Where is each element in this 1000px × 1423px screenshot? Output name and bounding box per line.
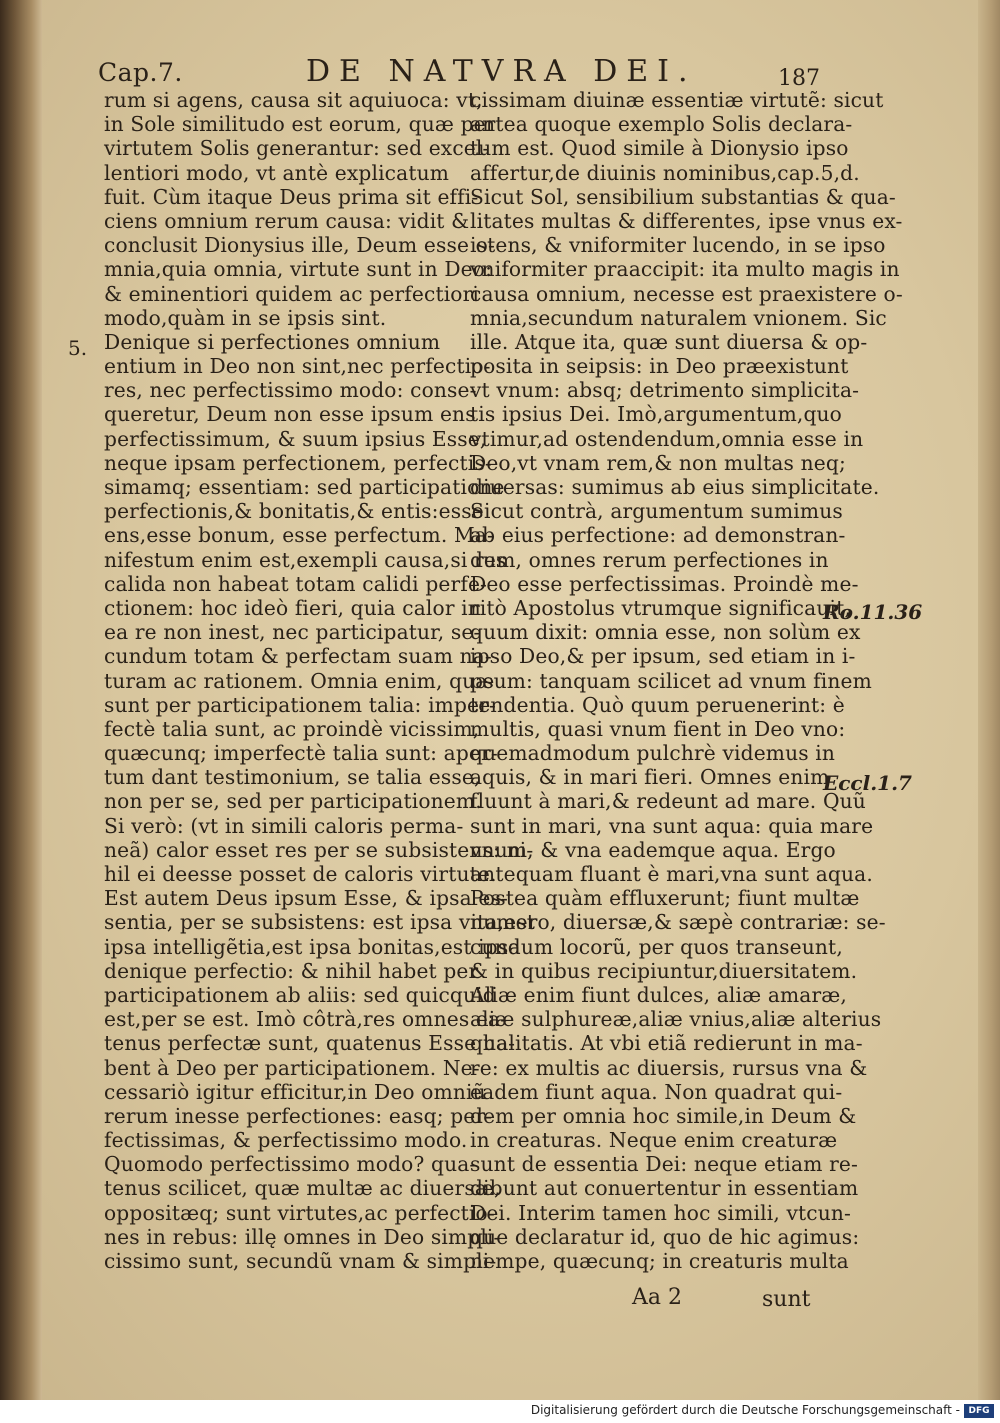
text-line: oppositæq; sunt virtutes,ac perfectio- — [104, 1200, 495, 1225]
text-line: ipso Deo,& per ipsum, sed etiam in i- — [470, 644, 856, 669]
text-line: Deo,vt vnam rem,& non multas neq; — [470, 450, 846, 475]
text-line: nifestum enim est,exempli causa,si res — [104, 547, 507, 572]
text-line: tenus perfectæ sunt, quatenus Esse ha- — [104, 1031, 516, 1056]
catchword: sunt — [762, 1287, 811, 1312]
text-line: queretur, Deum non esse ipsum ens — [104, 402, 476, 427]
paragraph-number: 5. — [68, 336, 88, 360]
digitization-footer — [0, 1400, 1000, 1423]
text-line: & eminentiori quidem ac perfectiori — [104, 281, 480, 306]
text-line: aliæ sulphureæ,aliæ vnius,aliæ alterius — [470, 1007, 882, 1032]
text-line: quum dixit: omnia esse, non solùm ex — [470, 620, 861, 645]
text-line: dum, omnes rerum perfectiones in — [470, 547, 829, 572]
text-line: affertur,de diuinis nominibus,cap.5,d. — [470, 160, 860, 185]
text-line: tis ipsius Dei. Imò,argumentum,quo — [470, 402, 842, 427]
book-gutter — [0, 0, 42, 1400]
dfg-logo: DFG — [964, 1404, 994, 1418]
text-line: sunt in mari, vna sunt aqua: quia mare — [470, 813, 874, 838]
text-line: vniformiter praaccipit: ita multo magis in — [470, 257, 900, 282]
margin-note-ecclesiastes: Eccl.1.7 — [823, 771, 912, 795]
text-line: ctionem: hoc ideò fieri, quia calor in — [104, 595, 481, 620]
signature-mark: Aa 2 — [632, 1285, 682, 1310]
text-line: quemadmodum pulchrè videmus in — [470, 741, 836, 766]
text-line: nempe, quæcunq; in creaturis multa — [470, 1249, 849, 1273]
text-line: tenus scilicet, quæ multæ ac diuersæ, — [104, 1176, 501, 1201]
text-line: conclusit Dionysius ille, Deum esse o- — [104, 233, 495, 258]
text-line: tum dant testimonium, se talia esse, — [104, 765, 481, 790]
text-line: tum est. Quod simile à Dionysio ipso — [470, 136, 849, 161]
text-line: lentiori modo, vt antè explicatum — [104, 160, 450, 185]
text-line: rum si agens, causa sit aquiuoca: vt, — [104, 88, 483, 112]
text-line: fectè talia sunt, ac proindè vicissim, — [104, 716, 480, 741]
text-line: cessariò igitur efficitur,in Deo omniũ — [104, 1079, 486, 1104]
text-line: istens, & vniformiter lucendo, in se ipso — [470, 233, 886, 258]
text-line: entium in Deo non sint,nec perfectio- — [104, 354, 491, 379]
text-line: Quomodo perfectissimo modo? qua- — [104, 1152, 477, 1177]
text-line: neque ipsam perfectionem, perfectis- — [104, 450, 492, 475]
footer-credit: Digitalisierung gefördert durch die Deutsche Forschungsgemeinschaft - — [530, 1403, 960, 1417]
text-line: cundum locorũ, per quos transeunt, — [470, 934, 843, 959]
text-line: hil ei deesse posset de caloris virtute. — [104, 862, 497, 886]
text-line: dibunt aut conuertentur in essentiam — [470, 1176, 859, 1201]
text-line: rerum inesse perfectiones: easq; per- — [104, 1103, 493, 1128]
text-line: nes in rebus: illę omnes in Deo simpli- — [104, 1224, 501, 1249]
left-text-column — [104, 88, 535, 1273]
text-line: causa omnium, necesse est praexistere o- — [470, 281, 903, 306]
text-line: que declaratur id, quo de hic agimus: — [470, 1224, 860, 1249]
text-line: quæcunq; imperfectè talia sunt: aper- — [104, 741, 498, 766]
text-line: eadem fiunt aqua. Non quadrat qui- — [470, 1079, 843, 1104]
text-line: dem per omnia hoc simile,in Deum & — [470, 1103, 857, 1128]
text-line: calida non habeat totam calidi perfe- — [104, 571, 488, 596]
text-line: litates multas & differentes, ipse vnus ex- — [470, 208, 903, 233]
text-line: ciens omnium rerum causa: vidit & — [104, 208, 470, 233]
text-line: cundum totam & perfectam suam na- — [104, 644, 492, 669]
text-line: cissimam diuinæ essentiæ virtutẽ: sicut — [470, 88, 884, 112]
text-line: participationem ab aliis: sed quicquid — [104, 982, 496, 1007]
text-line: Postea quàm effluxerunt; fiunt multæ — [470, 886, 860, 911]
text-line: Dei. Interim tamen hoc simili, vtcun- — [470, 1200, 852, 1225]
text-line: turam ac rationem. Omnia enim, quæ — [104, 668, 495, 693]
text-line: in Sole similitudo est eorum, quæ per — [104, 112, 496, 137]
margin-note-romans: Ro.11.36 — [823, 600, 923, 624]
text-line: vt vnum: absq; detrimento simplicita- — [470, 378, 860, 403]
text-line: est,per se est. Imò côtrà,res omnes ea- — [104, 1007, 508, 1032]
text-line: in creaturas. Neque enim creaturæ — [470, 1128, 838, 1153]
text-line: posita in seipsis: in Deo præexistunt — [470, 354, 849, 379]
text-line: virtutem Solis generantur: sed excel- — [104, 136, 490, 161]
text-line: cissimo sunt, secundũ vnam & simpli- — [104, 1249, 497, 1273]
text-line: antea quoque exemplo Solis declara- — [470, 112, 853, 137]
text-line: qualitatis. At vbi etiã redierunt in ma- — [470, 1031, 863, 1056]
text-line: numero, diuersæ,& sæpè contrariæ: se- — [470, 910, 886, 935]
text-line: & in quibus recipiuntur,diuersitatem. — [470, 958, 858, 983]
text-line: ritò Apostolus vtrumque significauit, — [470, 595, 851, 620]
text-line: mnia,secundum naturalem vnionem. Sic — [470, 305, 887, 330]
text-line: Sicut Sol, sensibilium substantias & qua- — [470, 184, 896, 209]
text-line: vnum, & vna eademque aqua. Ergo — [470, 837, 836, 862]
text-line: psum: tanquam scilicet ad vnum finem — [470, 668, 872, 693]
page-number: 187 — [778, 66, 820, 91]
page-edge — [978, 0, 1000, 1400]
text-line: ille. Atque ita, quæ sunt diuersa & op- — [470, 329, 868, 354]
text-line: fectissimas, & perfectissimo modo. — [104, 1128, 468, 1153]
text-line: sunt per participationem talia: imper- — [104, 692, 496, 717]
text-line: denique perfectio: & nihil habet per — [104, 958, 479, 983]
text-line: perfectissimum, & suum ipsius Esse, — [104, 426, 487, 451]
text-line: fuit. Cùm itaque Deus prima sit effi- — [104, 184, 479, 209]
text-line: Est autem Deus ipsum Esse, & ipsa es- — [104, 886, 508, 911]
text-line: aquis, & in mari fieri. Omnes enim — [470, 765, 830, 790]
text-line: re: ex multis ac diuersis, rursus vna & — [470, 1055, 868, 1080]
text-line: fluunt à mari,& redeunt ad mare. Quũ — [470, 789, 866, 814]
text-line: Si verò: (vt in simili caloris perma- — [104, 813, 464, 838]
text-line: Sicut contrà, argumentum sumimus — [470, 499, 843, 524]
text-line: diuersas: sumimus ab eius simplicitate. — [470, 475, 880, 499]
text-line: Deo esse perfectissimas. Proindè me- — [470, 571, 859, 596]
text-line: multis, quasi vnum fient in Deo vno: — [470, 716, 846, 741]
text-line: non per se, sed per participationem. — [104, 789, 482, 814]
text-line: Aliæ enim fiunt dulces, aliæ amaræ, — [470, 982, 847, 1007]
text-line: perfectionis,& bonitatis,& entis:esse — [104, 499, 484, 524]
text-line: ens,esse bonum, esse perfectum. Ma- — [104, 523, 494, 548]
text-line: vtimur,ad ostendendum,omnia esse in — [470, 426, 864, 451]
running-title: DE NATVRA DEI. — [306, 54, 697, 89]
text-line: modo,quàm in se ipsis sint. — [104, 305, 387, 330]
text-line: ab eius perfectione: ad demonstran- — [470, 523, 846, 548]
text-line: neã) calor esset res per se subsistens: ni- — [104, 837, 534, 862]
text-line: sunt de essentia Dei: neque etiam re- — [470, 1152, 858, 1177]
text-line: tendentia. Quò quum peruenerint: è — [470, 692, 845, 717]
text-line: bent à Deo per participationem. Ne- — [104, 1055, 480, 1080]
text-line: ea re non inest, nec participatur, se- — [104, 620, 481, 645]
text-line: Denique si perfectiones omnium — [104, 329, 441, 354]
text-line: sentia, per se subsistens: est ipsa vita,est — [104, 910, 535, 935]
text-line: antequam fluant è mari,vna sunt aqua. — [470, 862, 873, 886]
chapter-label: Cap.7. — [98, 58, 183, 87]
text-line: mnia,quia omnia, virtute sunt in Deo: — [104, 257, 493, 282]
text-line: res, nec perfectissimo modo: conse- — [104, 378, 477, 403]
text-line: ipsa intelligẽtia,est ipsa bonitas,est ipsa — [104, 934, 521, 959]
text-line: simamq; essentiam: sed participatione — [104, 475, 505, 499]
